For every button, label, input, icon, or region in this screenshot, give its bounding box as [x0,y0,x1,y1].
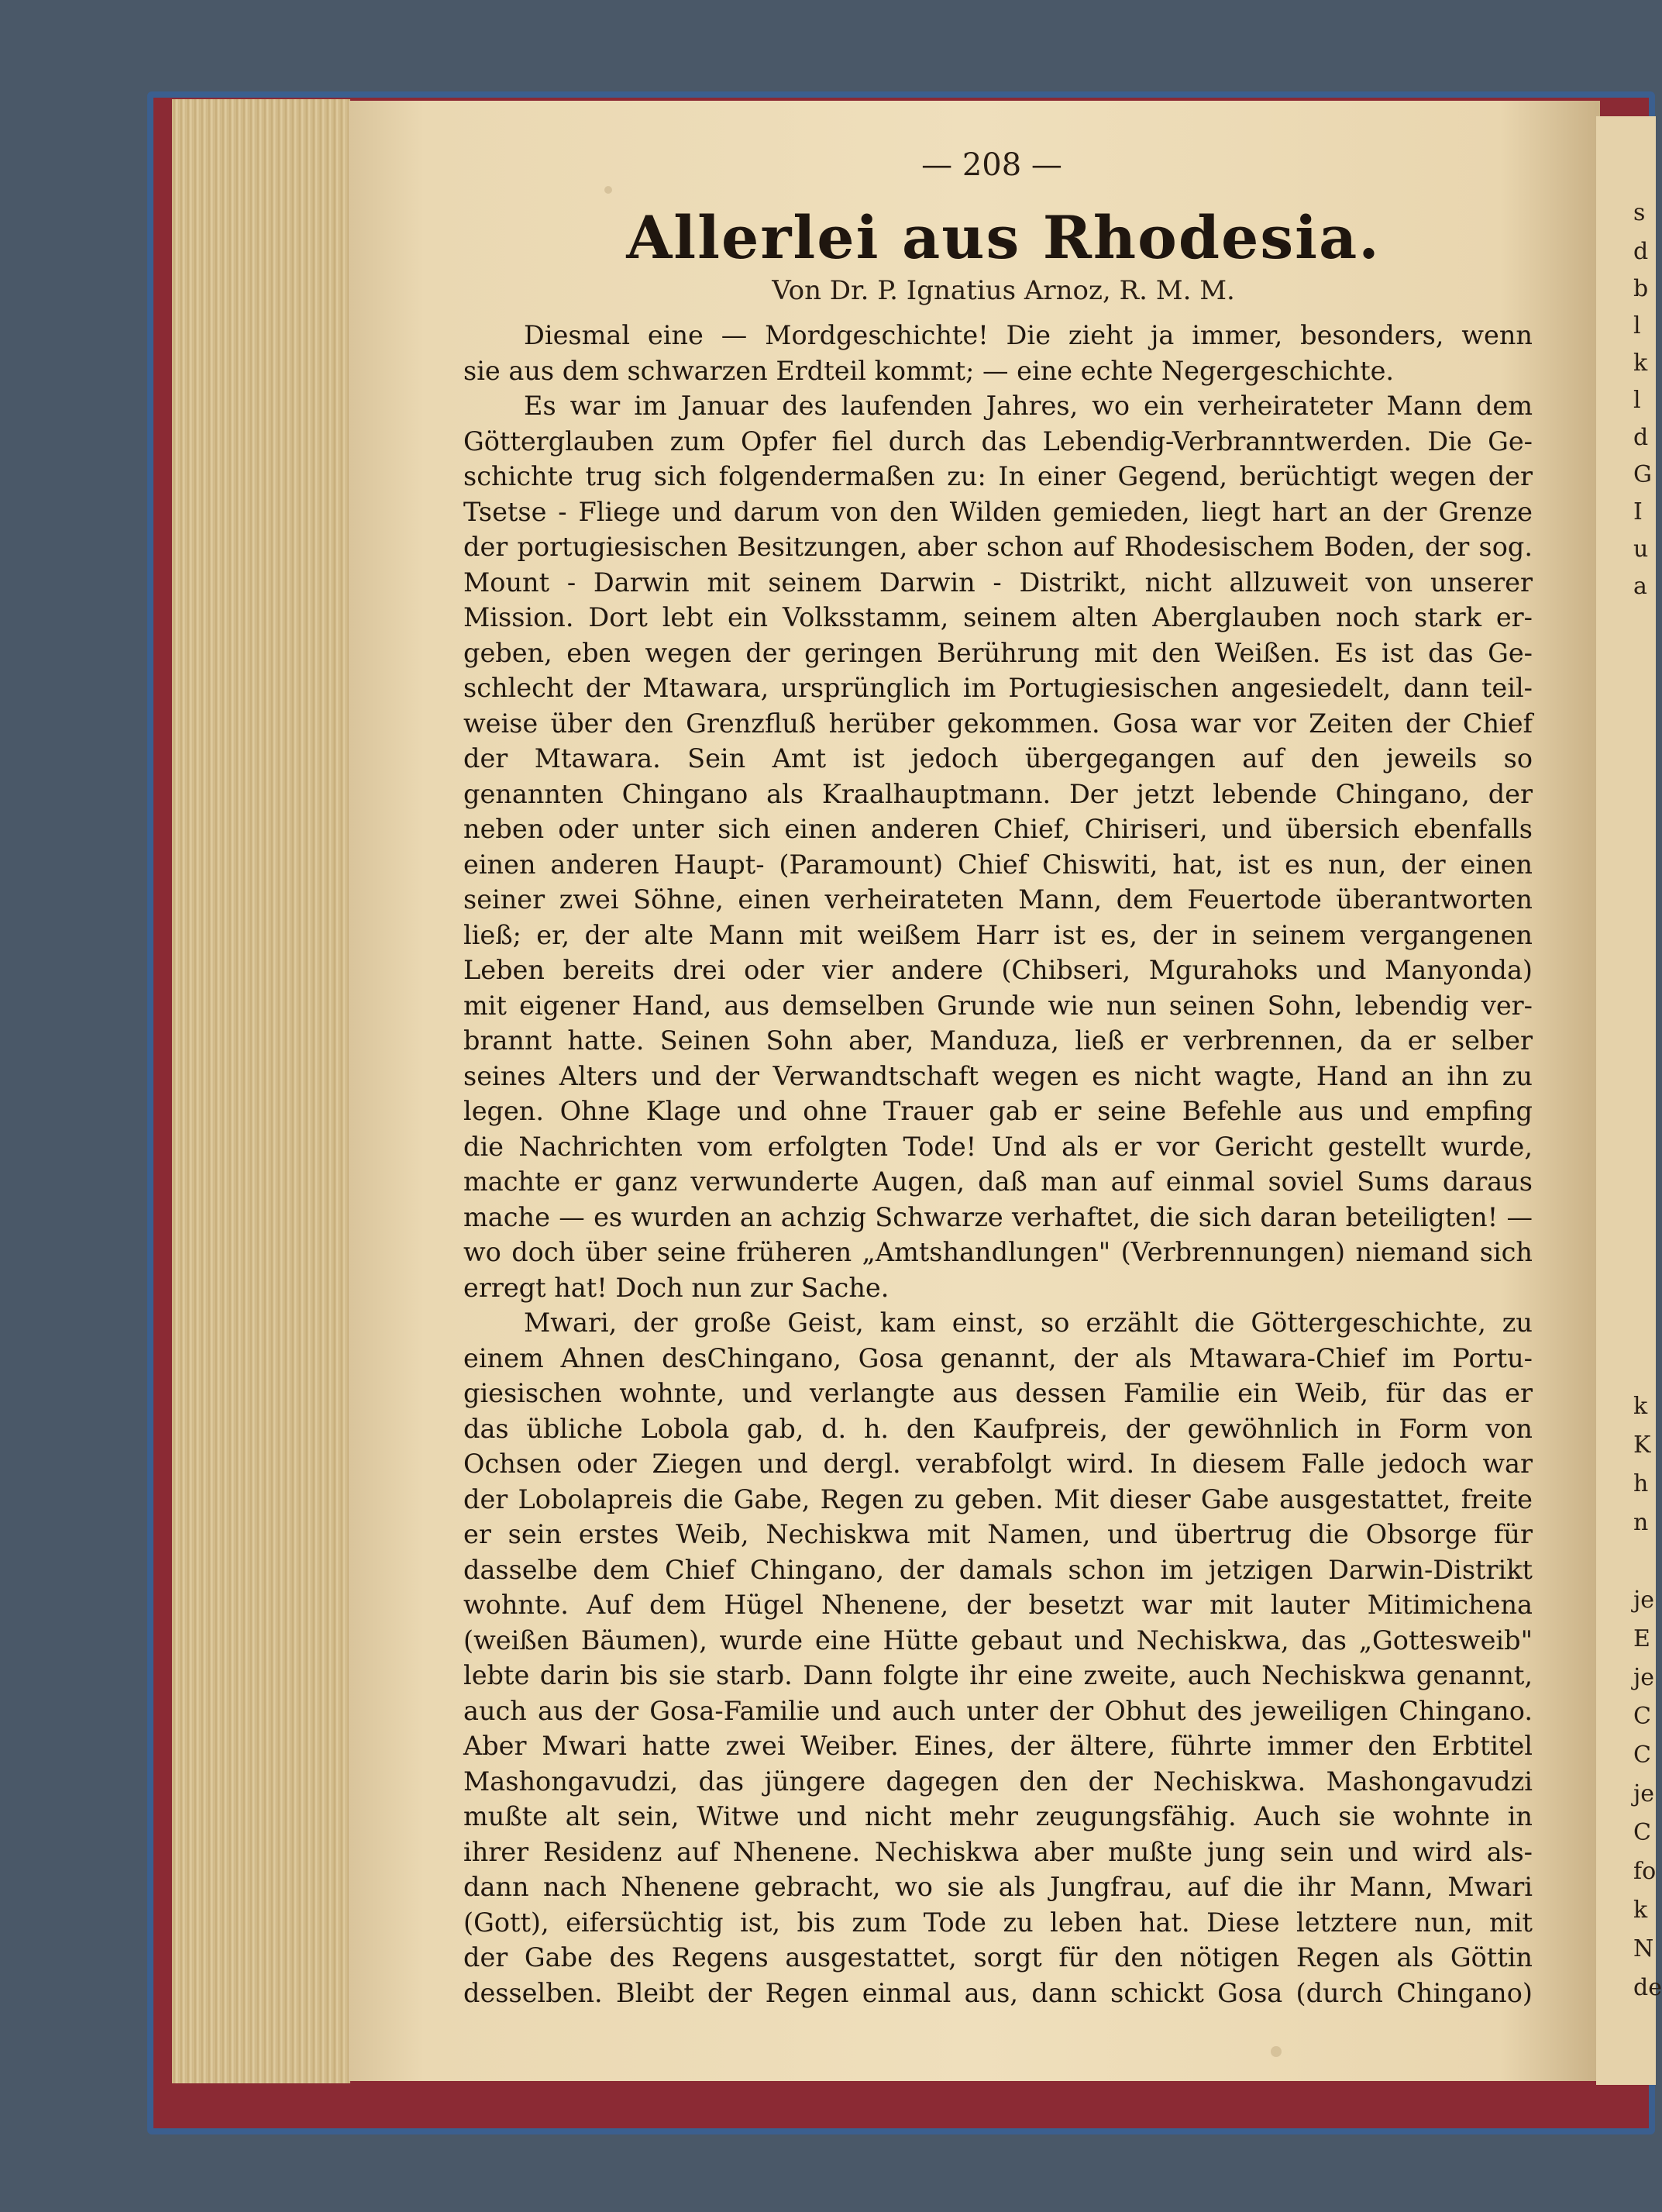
text-line: einen anderen Haupt- (Paramount) Chief Chiswiti, hat, ist es nun, der einen [463,849,1533,880]
text-line: schlecht der Mtawara, ursprünglich im Portugiesischen angesiedelt, dann teil- [463,673,1533,703]
text-line: Aber Mwari hatte zwei Weiber. Eines, der ältere, führte immer den Erbtitel [463,1731,1533,1761]
text-line: mit eigener Hand, aus demselben Grunde wie nun seinen Sohn, lebendig ver- [463,990,1533,1021]
text-line: geben, eben wegen der geringen Berührung mit den Weißen. Es ist das Ge- [463,637,1533,668]
text-line: ließ; er, der alte Mann mit weißem Harr ist es, der in seinem vergangenen [463,919,1533,950]
next-page-fragment: u [1633,536,1649,563]
text-line: mußte alt sein, Witwe und nicht mehr zeugungsfähig. Auch sie wohnte in [463,1801,1533,1831]
text-line: wo doch über seine früheren „Amtshandlungen" (Verbrennungen) niemand sich [463,1237,1533,1267]
text-line: seiner zwei Söhne, einen verheirateten Mann, dem Feuertode überantworten [463,884,1533,915]
text-line: dasselbe dem Chief Chingano, der damals schon im jetzigen Darwin-Distrikt [463,1554,1533,1585]
text-line: Götterglauben zum Opfer fiel durch das Lebendig-Verbranntwerden. Die Ge- [463,426,1533,457]
next-page-fragment: C [1633,1819,1651,1846]
next-page-fragment: a [1633,573,1647,600]
ink-spot [604,186,612,194]
next-page-fragment: d [1633,238,1649,265]
text-line: die Nachrichten vom erfolgten Tode! Und als er vor Gericht gestellt wurde, [463,1131,1533,1162]
next-page-fragment: je [1633,1780,1655,1807]
next-page-fragment: k [1633,350,1648,377]
text-line: schichte trug sich folgendermaßen zu: In einer Gegend, berüchtigt wegen der [463,461,1533,491]
next-page-fragment: de [1633,1974,1662,2001]
text-line: dann nach Nhenene gebracht, wo sie als Jungfrau, auf die ihr Mann, Mwari [463,1872,1533,1902]
next-page-fragment: l [1633,312,1641,339]
next-page-fragment: I [1633,498,1643,525]
next-page-fragment: C [1633,1703,1651,1730]
page-number: — 208 — [921,147,1062,183]
next-page-fragment: l [1633,387,1641,414]
text-line: sie aus dem schwarzen Erdteil kommt; — eine echte Negergeschichte. [463,355,1395,386]
text-line: weise über den Grenzfluß herüber gekommen. Gosa war vor Zeiten der Chief [463,708,1533,739]
text-line: Es war im Januar des laufenden Jahres, wo ein verheirateter Mann dem [524,391,1533,421]
text-line: genannten Chingano als Kraalhauptmann. Der jetzt lebende Chingano, der [463,778,1533,809]
text-line: lebte darin bis sie starb. Dann folgte ihr eine zweite, auch Nechiskwa genannt, [463,1660,1533,1690]
text-line: das übliche Lobola gab, d. h. den Kaufpreis, der gewöhnlich in Form von [463,1413,1533,1444]
text-line: mache — es wurden an achzig Schwarze verhaftet, die sich daran beteiligten! — [463,1201,1533,1232]
text-line: Leben bereits drei oder vier andere (Chibseri, Mgurahoks und Manyonda) [463,955,1533,985]
next-page-fragment: k [1633,1393,1648,1420]
text-line: einem Ahnen desChingano, Gosa genannt, der als Mtawara-Chief im Portu- [463,1342,1533,1373]
next-page-fragment: je [1633,1587,1655,1614]
text-line: (weißen Bäumen), wurde eine Hütte gebaut und Nechiskwa, das „Gottesweib" [463,1625,1533,1656]
text-line: Mashongavudzi, das jüngere dagegen den der Nechiskwa. Mashongavudzi [463,1766,1533,1797]
article-body [463,318,1533,2010]
text-line: der portugiesischen Besitzungen, aber schon auf Rhodesischem Boden, der sog. [463,532,1533,562]
next-page-fragment: s [1633,199,1646,226]
next-page-fragment: fo [1633,1858,1657,1885]
text-line: ihrer Residenz auf Nhenene. Nechiskwa aber mußte jung sein und wird als- [463,1836,1533,1867]
text-line: neben oder unter sich einen anderen Chief, Chiriseri, und übersich ebenfalls [463,814,1533,844]
text-line: auch aus der Gosa-Familie und auch unter der Obhut des jeweiligen Chingano. [463,1695,1533,1726]
ink-spot [1271,2046,1282,2057]
next-page-fragment: G [1633,461,1652,488]
next-page-fragment: b [1633,275,1649,302]
text-line: Ochsen oder Ziegen und dergl. verabfolgt wird. In diesem Falle jedoch war [463,1449,1533,1479]
next-page-fragment: h [1633,1470,1649,1497]
page-edges [172,99,350,2083]
text-line: (Gott), eifersüchtig ist, bis zum Tode zu leben hat. Diese letztere nun, mit [463,1907,1533,1938]
article-byline: Von Dr. P. Ignatius Arnoz, R. M. M. [772,275,1235,306]
text-line: legen. Ohne Klage und ohne Trauer gab er seine Befehle aus und empfing [463,1096,1533,1126]
text-line: Mwari, der große Geist, kam einst, so erzählt die Göttergeschichte, zu [524,1308,1533,1338]
article-title: Allerlei aus Rhodesia. [626,203,1381,272]
text-line: Diesmal eine — Mordgeschichte! Die zieht ja immer, besonders, wenn [524,320,1533,350]
next-page-fragment: d [1633,424,1649,451]
text-line: Mount - Darwin mit seinem Darwin - Distrikt, nicht allzuweit von unserer [463,567,1533,598]
text-line: er sein erstes Weib, Nechiskwa mit Namen, und übertrug die Obsorge für [463,1519,1533,1549]
text-line: der Gabe des Regens ausgestattet, sorgt für den nötigen Regen als Göttin [463,1942,1533,1973]
next-page-fragment: N [1633,1935,1654,1962]
text-line: Mission. Dort lebt ein Volksstamm, seinem alten Aberglauben noch stark er- [463,602,1533,632]
text-line: wohnte. Auf dem Hügel Nhenene, der besetzt war mit lauter Mitimichena [463,1590,1533,1620]
next-page-fragment: C [1633,1742,1651,1769]
text-line: Tsetse - Fliege und darum von den Wilden gemieden, liegt hart an der Grenze [463,496,1533,527]
text-line: der Lobolapreis die Gabe, Regen zu geben. Mit dieser Gabe ausgestattet, freite [463,1483,1533,1514]
text-line: machte er ganz verwunderte Augen, daß man auf einmal soviel Sums daraus [463,1166,1533,1197]
next-page-fragment: je [1633,1664,1655,1691]
text-line: seines Alters und der Verwandtschaft wegen es nicht wagte, Hand an ihn zu [463,1060,1533,1091]
text-line: giesischen wohnte, und verlangte aus dessen Familie ein Weib, für das er [463,1378,1533,1408]
text-line: der Mtawara. Sein Amt ist jedoch übergegangen auf den jeweils so [463,743,1533,774]
next-page-edge [1596,116,1662,2085]
next-page-fragment: E [1633,1625,1650,1652]
next-page-fragment: n [1633,1509,1649,1536]
text-line: brannt hatte. Seinen Sohn aber, Manduza, ließ er verbrennen, da er selber [463,1025,1533,1056]
next-page-fragment: k [1633,1897,1648,1924]
text-line: erregt hat! Doch nun zur Sache. [463,1272,889,1303]
next-page-fragment: K [1633,1432,1651,1459]
text-line: desselben. Bleibt der Regen einmal aus, dann schickt Gosa (durch Chingano) [463,1977,1533,2008]
